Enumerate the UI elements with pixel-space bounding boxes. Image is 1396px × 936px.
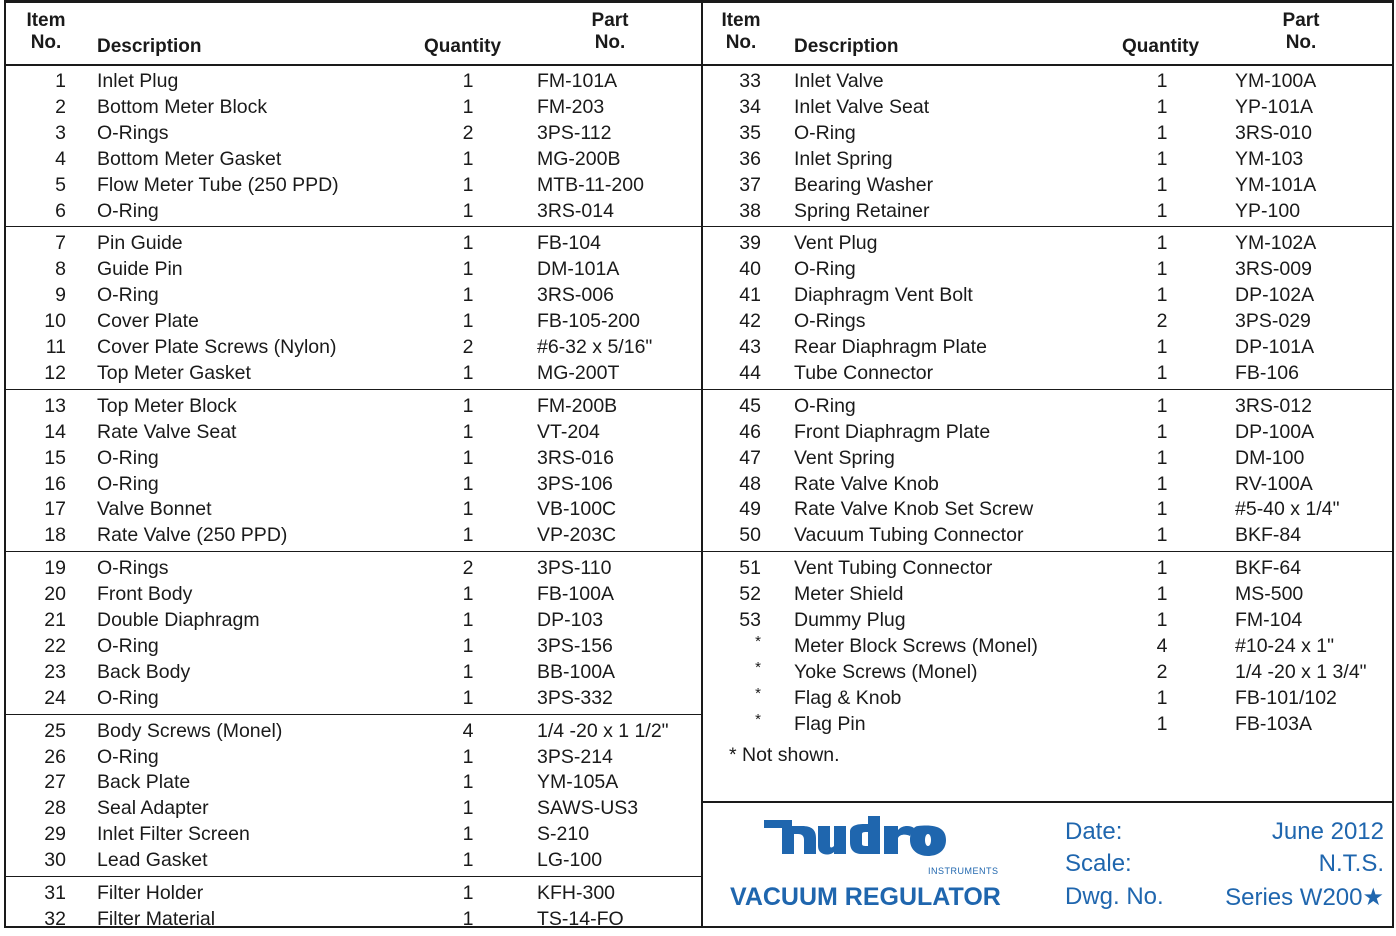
part-description: Rate Valve Seat bbox=[97, 420, 237, 443]
group-separator bbox=[703, 389, 1393, 390]
part-description: Pin Guide bbox=[97, 232, 183, 255]
part-description: Cover Plate bbox=[97, 310, 199, 333]
part-quantity: 1 bbox=[462, 524, 474, 547]
part-number: #10-24 x 1" bbox=[1235, 634, 1335, 657]
part-quantity: 1 bbox=[462, 498, 474, 521]
part-number: YP-100 bbox=[1235, 199, 1301, 222]
part-number: FM-101A bbox=[537, 70, 618, 92]
part-quantity: 4 bbox=[1156, 634, 1168, 657]
part-quantity: 4 bbox=[462, 719, 474, 742]
header-partno-label: No. bbox=[1285, 32, 1317, 53]
part-quantity: 1 bbox=[1156, 446, 1168, 469]
item-number: 4 bbox=[55, 147, 66, 170]
part-number: RV-100A bbox=[1235, 472, 1313, 495]
part-quantity: 2 bbox=[462, 121, 474, 144]
part-quantity: 1 bbox=[1156, 70, 1168, 92]
part-description: Front Diaphragm Plate bbox=[794, 420, 991, 443]
part-number: FB-106 bbox=[1235, 361, 1299, 384]
part-quantity: 1 bbox=[462, 394, 474, 417]
date-label: Date: bbox=[1065, 818, 1123, 845]
part-quantity: 1 bbox=[1156, 583, 1168, 606]
part-quantity: 1 bbox=[1156, 557, 1168, 580]
item-number: 40 bbox=[739, 258, 761, 281]
item-number: 30 bbox=[44, 849, 66, 872]
part-number: DP-103 bbox=[537, 609, 604, 631]
part-number: VB-100C bbox=[537, 498, 617, 521]
part-number: FB-100A bbox=[537, 583, 614, 606]
part-description: O-Rings bbox=[97, 557, 169, 580]
part-number: BKF-64 bbox=[1235, 557, 1302, 580]
part-quantity: 1 bbox=[462, 634, 474, 657]
part-description: O-Ring bbox=[97, 284, 159, 307]
part-description: Lead Gasket bbox=[97, 849, 208, 872]
group-separator bbox=[703, 551, 1393, 552]
item-number: 50 bbox=[739, 524, 761, 547]
date-value: June 2012 bbox=[1271, 818, 1384, 845]
group-separator bbox=[6, 551, 701, 552]
part-description: O-Rings bbox=[794, 310, 866, 333]
part-number: DP-102A bbox=[1235, 284, 1315, 307]
part-quantity: 1 bbox=[462, 771, 474, 794]
part-description: Top Meter Block bbox=[97, 394, 237, 417]
part-number: DM-101A bbox=[537, 258, 620, 281]
part-number: 3RS-006 bbox=[537, 284, 614, 307]
part-quantity: 1 bbox=[1156, 284, 1168, 307]
part-quantity: 1 bbox=[1156, 232, 1168, 255]
drawing-title: VACUUM REGULATOR bbox=[730, 883, 1001, 911]
part-quantity: 1 bbox=[462, 361, 474, 384]
part-description: Tube Connector bbox=[794, 361, 934, 384]
part-description: Vacuum Tubing Connector bbox=[794, 524, 1024, 547]
part-quantity: 1 bbox=[462, 95, 474, 118]
part-quantity: 1 bbox=[1156, 361, 1168, 384]
scale-label: Scale: bbox=[1065, 850, 1132, 877]
part-description: Inlet Filter Screen bbox=[97, 823, 250, 846]
header-part-right bbox=[1268, 10, 1334, 54]
part-number: FM-200B bbox=[537, 394, 618, 417]
group-separator bbox=[6, 876, 701, 877]
part-quantity: 1 bbox=[462, 797, 474, 820]
hydro-logo bbox=[758, 812, 948, 867]
part-number: 3RS-009 bbox=[1235, 258, 1312, 281]
part-number: YM-102A bbox=[1235, 232, 1317, 255]
part-description: Filter Holder bbox=[97, 882, 204, 904]
item-number: 14 bbox=[44, 420, 66, 443]
group-separator bbox=[6, 226, 701, 227]
item-number: 42 bbox=[739, 310, 761, 333]
dwg-value: Series W200★ bbox=[1225, 884, 1384, 911]
part-description: Rate Valve (250 PPD) bbox=[97, 524, 288, 547]
item-number: 24 bbox=[44, 686, 66, 709]
part-number: 3RS-012 bbox=[1235, 394, 1312, 417]
item-number: 17 bbox=[44, 498, 66, 521]
header-underline-left bbox=[6, 64, 701, 66]
item-number: 45 bbox=[739, 394, 761, 417]
part-description: O-Ring bbox=[97, 745, 159, 768]
part-description: O-Ring bbox=[97, 446, 159, 469]
part-quantity: 1 bbox=[462, 420, 474, 443]
item-number: 46 bbox=[739, 420, 761, 443]
part-description: Meter Block Screws (Monel) bbox=[794, 634, 1038, 657]
item-number: 9 bbox=[55, 284, 66, 307]
part-quantity: 1 bbox=[1156, 472, 1168, 495]
header-underline-right bbox=[703, 64, 1393, 66]
part-description: O-Ring bbox=[794, 121, 856, 144]
part-quantity: 1 bbox=[1156, 524, 1168, 547]
part-description: Flow Meter Tube (250 PPD) bbox=[97, 173, 339, 196]
part-quantity: 1 bbox=[462, 609, 474, 631]
part-number: YM-101A bbox=[1235, 173, 1317, 196]
header-part-label: Part bbox=[591, 10, 629, 31]
part-number: BKF-84 bbox=[1235, 524, 1302, 547]
part-number: VT-204 bbox=[537, 420, 600, 443]
header-quantity-left: Quantity bbox=[424, 36, 502, 57]
part-quantity: 1 bbox=[1156, 95, 1168, 118]
part-description: Vent Tubing Connector bbox=[794, 557, 993, 580]
item-number: 47 bbox=[739, 446, 761, 469]
part-description: Dummy Plug bbox=[794, 609, 906, 631]
part-quantity: 1 bbox=[462, 907, 474, 930]
part-quantity: 1 bbox=[462, 232, 474, 255]
part-number: DM-100 bbox=[1235, 446, 1305, 469]
part-description: Seal Adapter bbox=[97, 797, 209, 820]
item-number: 44 bbox=[739, 361, 761, 384]
part-description: Inlet Valve Seat bbox=[794, 95, 930, 118]
item-number: * bbox=[755, 658, 761, 676]
part-description: O-Ring bbox=[97, 199, 159, 222]
header-description-left: Description bbox=[97, 36, 202, 57]
item-number: 26 bbox=[44, 745, 66, 768]
item-number: 51 bbox=[739, 557, 761, 580]
part-number: YM-103 bbox=[1235, 147, 1304, 170]
part-description: Inlet Valve bbox=[794, 70, 884, 92]
part-number: MG-200T bbox=[537, 361, 620, 384]
part-number: 3PS-112 bbox=[537, 121, 612, 144]
item-number: 20 bbox=[44, 583, 66, 606]
item-number: 23 bbox=[44, 660, 66, 683]
part-description: Top Meter Gasket bbox=[97, 361, 251, 384]
part-description: Cover Plate Screws (Nylon) bbox=[97, 336, 337, 358]
header-item-label: Item bbox=[721, 10, 761, 31]
item-number: 15 bbox=[44, 446, 66, 469]
part-number: 1/4 -20 x 1 3/4" bbox=[1235, 660, 1367, 683]
part-quantity: 1 bbox=[462, 660, 474, 683]
item-number: 32 bbox=[44, 907, 66, 930]
item-number: 10 bbox=[44, 310, 66, 333]
part-quantity: 1 bbox=[462, 472, 474, 495]
part-quantity: 2 bbox=[462, 557, 474, 580]
item-number: 5 bbox=[55, 173, 66, 196]
header-quantity-right: Quantity bbox=[1122, 36, 1200, 57]
item-number: * bbox=[755, 684, 761, 702]
part-number: 3PS-029 bbox=[1235, 310, 1311, 333]
item-number: 22 bbox=[44, 634, 66, 657]
part-quantity: 1 bbox=[1156, 712, 1168, 735]
title-block-border bbox=[703, 801, 1393, 803]
header-item-right bbox=[721, 10, 761, 54]
item-number: 53 bbox=[739, 609, 761, 631]
part-number: #5-40 x 1/4" bbox=[1235, 498, 1340, 521]
part-quantity: 1 bbox=[462, 686, 474, 709]
part-description: Front Body bbox=[97, 583, 193, 606]
part-number: #6-32 x 5/16" bbox=[537, 336, 653, 358]
part-description: O-Ring bbox=[97, 472, 159, 495]
part-quantity: 1 bbox=[462, 284, 474, 307]
part-quantity: 2 bbox=[1156, 660, 1168, 683]
item-number: 12 bbox=[44, 361, 66, 384]
part-number: 3PS-110 bbox=[537, 557, 612, 580]
part-quantity: 1 bbox=[462, 849, 474, 872]
part-quantity: 1 bbox=[1156, 173, 1168, 196]
part-number: TS-14-FO bbox=[537, 907, 624, 930]
item-number: 52 bbox=[739, 583, 761, 606]
part-description: Flag Pin bbox=[794, 712, 866, 735]
item-number: 3 bbox=[55, 121, 66, 144]
part-description: Spring Retainer bbox=[794, 199, 930, 222]
part-number: FB-103A bbox=[1235, 712, 1312, 735]
part-number: MG-200B bbox=[537, 147, 621, 170]
part-number: DP-101A bbox=[1235, 336, 1315, 358]
part-number: YP-101A bbox=[1235, 95, 1314, 118]
part-description: Inlet Spring bbox=[794, 147, 893, 170]
part-description: Back Plate bbox=[97, 771, 191, 794]
part-quantity: 1 bbox=[462, 310, 474, 333]
part-quantity: 1 bbox=[462, 173, 474, 196]
part-quantity: 1 bbox=[1156, 336, 1168, 358]
header-item-left bbox=[26, 10, 66, 54]
part-number: S-210 bbox=[537, 823, 590, 846]
part-quantity: 1 bbox=[462, 70, 474, 92]
item-number: 49 bbox=[739, 498, 761, 521]
part-number: SAWS-US3 bbox=[537, 797, 639, 820]
header-description-right: Description bbox=[794, 36, 899, 57]
part-number: 1/4 -20 x 1 1/2" bbox=[537, 719, 669, 742]
item-number: 31 bbox=[44, 882, 66, 904]
item-number: 8 bbox=[55, 258, 66, 281]
part-quantity: 1 bbox=[462, 446, 474, 469]
header-no-label: No. bbox=[30, 32, 62, 53]
group-separator bbox=[6, 389, 701, 390]
part-number: FB-104 bbox=[537, 232, 601, 255]
part-description: Vent Spring bbox=[794, 446, 895, 469]
item-number: 33 bbox=[739, 70, 761, 92]
part-description: O-Ring bbox=[97, 686, 159, 709]
part-description: Rate Valve Knob Set Screw bbox=[794, 498, 1034, 521]
header-no-label: No. bbox=[725, 32, 757, 53]
part-number: KFH-300 bbox=[537, 882, 616, 904]
item-number: 29 bbox=[44, 823, 66, 846]
part-quantity: 1 bbox=[1156, 147, 1168, 170]
part-number: 3RS-016 bbox=[537, 446, 614, 469]
part-description: Bearing Washer bbox=[794, 173, 934, 196]
part-description: Diaphragm Vent Bolt bbox=[794, 284, 973, 307]
part-quantity: 1 bbox=[1156, 609, 1168, 631]
part-quantity: 1 bbox=[462, 147, 474, 170]
part-number: 3PS-332 bbox=[537, 686, 613, 709]
column-divider bbox=[701, 0, 703, 928]
not-shown-note: * Not shown. bbox=[729, 744, 840, 766]
item-number: * bbox=[755, 710, 761, 728]
part-number: 3PS-106 bbox=[537, 472, 613, 495]
part-quantity: 2 bbox=[1156, 310, 1168, 333]
part-number: LG-100 bbox=[537, 849, 603, 872]
part-number: FB-101/102 bbox=[1235, 686, 1337, 709]
part-description: O-Ring bbox=[794, 258, 856, 281]
item-number: 34 bbox=[739, 95, 761, 118]
part-quantity: 1 bbox=[1156, 420, 1168, 443]
parts-list-frame bbox=[4, 0, 1394, 928]
part-description: Filter Material bbox=[97, 907, 216, 930]
part-description: Bottom Meter Block bbox=[97, 95, 268, 118]
part-description: Body Screws (Monel) bbox=[97, 719, 283, 742]
part-quantity: 1 bbox=[1156, 121, 1168, 144]
part-description: Guide Pin bbox=[97, 258, 183, 281]
part-description: Rate Valve Knob bbox=[794, 472, 939, 495]
part-description: Meter Shield bbox=[794, 583, 904, 606]
part-description: O-Ring bbox=[97, 634, 159, 657]
group-separator bbox=[6, 714, 701, 715]
item-number: 27 bbox=[44, 771, 66, 794]
item-number: 28 bbox=[44, 797, 66, 820]
item-number: 6 bbox=[55, 199, 66, 222]
part-quantity: 1 bbox=[462, 583, 474, 606]
item-number: 25 bbox=[44, 719, 66, 742]
part-number: VP-203C bbox=[537, 524, 617, 547]
item-number: 18 bbox=[44, 524, 66, 547]
header-part-label: Part bbox=[1282, 10, 1320, 31]
item-number: 36 bbox=[739, 147, 761, 170]
part-quantity: 1 bbox=[462, 882, 474, 904]
part-quantity: 1 bbox=[462, 199, 474, 222]
part-quantity: 1 bbox=[1156, 394, 1168, 417]
part-description: Inlet Plug bbox=[97, 70, 179, 92]
scale-value: N.T.S. bbox=[1318, 850, 1384, 877]
group-separator bbox=[703, 226, 1393, 227]
part-description: Double Diaphragm bbox=[97, 609, 260, 631]
part-quantity: 2 bbox=[462, 336, 474, 358]
header-part-left bbox=[577, 10, 643, 54]
header-partno-label: No. bbox=[594, 32, 626, 53]
part-number: 3RS-010 bbox=[1235, 121, 1312, 144]
item-number: 7 bbox=[55, 232, 66, 255]
part-quantity: 1 bbox=[462, 823, 474, 846]
part-number: 3PS-156 bbox=[537, 634, 613, 657]
part-quantity: 1 bbox=[462, 745, 474, 768]
brand-instruments-text: INSTRUMENTS bbox=[928, 866, 999, 876]
part-number: YM-100A bbox=[1235, 70, 1317, 92]
part-description: O-Rings bbox=[97, 121, 169, 144]
item-number: 1 bbox=[55, 70, 66, 92]
part-quantity: 1 bbox=[1156, 258, 1168, 281]
part-number: YM-105A bbox=[537, 771, 619, 794]
header-item-label: Item bbox=[26, 10, 66, 31]
item-number: 16 bbox=[44, 472, 66, 495]
part-number: BB-100A bbox=[537, 660, 616, 683]
part-number: FM-203 bbox=[537, 95, 605, 118]
part-description: Rear Diaphragm Plate bbox=[794, 336, 987, 358]
item-number: 39 bbox=[739, 232, 761, 255]
part-number: FM-104 bbox=[1235, 609, 1303, 631]
item-number: 13 bbox=[44, 394, 66, 417]
part-number: 3PS-214 bbox=[537, 745, 613, 768]
part-description: Yoke Screws (Monel) bbox=[794, 660, 978, 683]
part-quantity: 1 bbox=[1156, 686, 1168, 709]
item-number: 21 bbox=[44, 609, 66, 631]
part-number: MS-500 bbox=[1235, 583, 1304, 606]
item-number: 2 bbox=[55, 95, 66, 118]
item-number: 43 bbox=[739, 336, 761, 358]
part-description: O-Ring bbox=[794, 394, 856, 417]
item-number: 48 bbox=[739, 472, 761, 495]
item-number: 11 bbox=[45, 336, 66, 358]
dwg-label: Dwg. No. bbox=[1065, 883, 1164, 910]
part-description: Valve Bonnet bbox=[97, 498, 212, 521]
part-quantity: 1 bbox=[1156, 199, 1168, 222]
part-description: Bottom Meter Gasket bbox=[97, 147, 282, 170]
item-number: 35 bbox=[739, 121, 761, 144]
part-description: Vent Plug bbox=[794, 232, 878, 255]
part-number: DP-100A bbox=[1235, 420, 1315, 443]
part-description: Flag & Knob bbox=[794, 686, 902, 709]
item-number: 19 bbox=[44, 557, 66, 580]
item-number: 37 bbox=[739, 173, 761, 196]
part-quantity: 1 bbox=[462, 258, 474, 281]
part-quantity: 1 bbox=[1156, 498, 1168, 521]
part-number: FB-105-200 bbox=[537, 310, 640, 333]
item-number: 38 bbox=[739, 199, 761, 222]
item-number: 41 bbox=[739, 284, 761, 307]
part-description: Back Body bbox=[97, 660, 191, 683]
part-number: MTB-11-200 bbox=[537, 173, 644, 196]
hydro-logo-icon bbox=[758, 812, 948, 862]
item-number: * bbox=[755, 632, 761, 650]
part-number: 3RS-014 bbox=[537, 199, 614, 222]
